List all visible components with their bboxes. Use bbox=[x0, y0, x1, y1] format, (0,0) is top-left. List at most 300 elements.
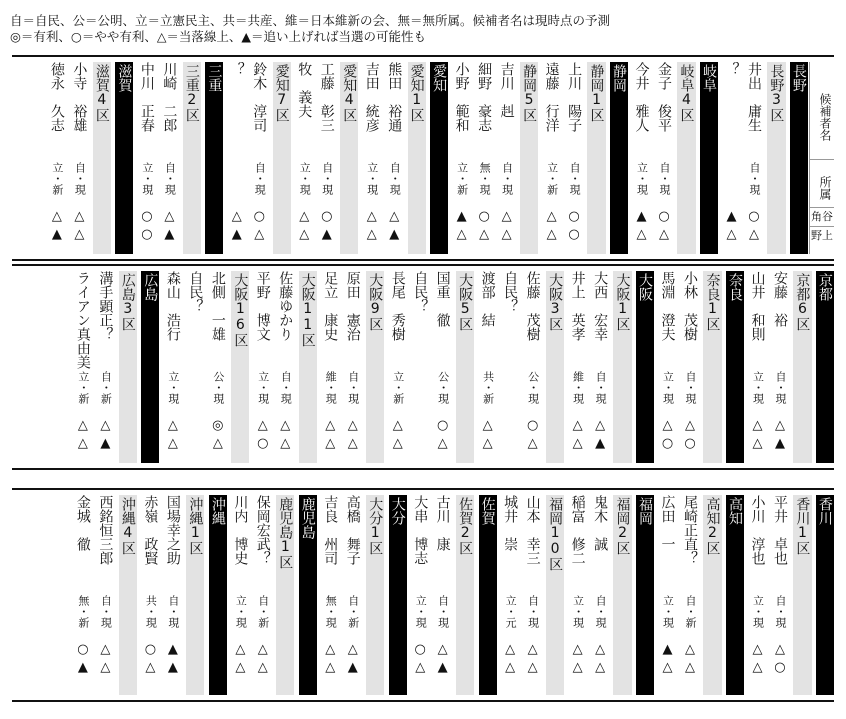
district-header bbox=[93, 62, 111, 254]
candidate-column bbox=[164, 271, 182, 463]
candidate-affiliation: 立・現 bbox=[571, 595, 585, 628]
candidate-column bbox=[453, 62, 471, 254]
rating-nogami: △ bbox=[325, 436, 336, 451]
prefecture-label: 大阪 bbox=[637, 273, 654, 301]
candidate-affiliation: 自・現 bbox=[594, 371, 608, 404]
candidate-column bbox=[231, 495, 249, 695]
district-label: 大阪11区 bbox=[299, 273, 316, 347]
candidate-name: 国場幸之助 bbox=[164, 495, 181, 565]
prefecture-header bbox=[610, 62, 628, 254]
prefecture-label: 鹿児島 bbox=[299, 497, 316, 539]
rating-kadotani: △ bbox=[774, 418, 785, 433]
prefecture-header bbox=[636, 271, 654, 463]
rating-nogami: △ bbox=[726, 227, 737, 242]
district-header bbox=[546, 495, 564, 695]
candidate-name: ？ bbox=[228, 62, 245, 76]
rating-kadotani: ◎ bbox=[212, 418, 224, 433]
candidate-column bbox=[771, 271, 789, 463]
candidate-name: 山本 幸三 bbox=[524, 495, 541, 565]
candidate-name: 国重 徹 bbox=[434, 271, 451, 327]
candidate-name: 今井 雅人 bbox=[633, 62, 650, 132]
district-label: 大阪16区 bbox=[232, 273, 249, 347]
rating-kadotani: △ bbox=[572, 642, 583, 657]
prefecture-label: 奈良 bbox=[726, 273, 743, 301]
candidate-column bbox=[542, 62, 560, 254]
candidate-affiliation: 自・現 bbox=[388, 162, 402, 195]
candidate-name: 稲富 修二 bbox=[569, 495, 586, 565]
candidate-column bbox=[228, 62, 246, 254]
rating-nogami: △ bbox=[527, 436, 538, 451]
rating-kadotani: △ bbox=[257, 418, 268, 433]
candidate-name: 金城 徹 bbox=[74, 495, 91, 551]
rating-nogami: ▲ bbox=[231, 227, 242, 242]
candidate-column bbox=[74, 495, 92, 695]
candidate-name: ライアン真由美 bbox=[74, 271, 91, 369]
rating-nogami: ▲ bbox=[389, 227, 400, 242]
candidate-column bbox=[276, 271, 294, 463]
district-label: 岐阜4区 bbox=[678, 64, 695, 122]
candidate-column bbox=[655, 62, 673, 254]
candidate-name: 大串 博志 bbox=[412, 495, 429, 565]
candidate-name: 細野 豪志 bbox=[476, 62, 493, 132]
candidate-column bbox=[681, 495, 699, 695]
rating-kadotani: ○ bbox=[144, 642, 157, 657]
candidate-column bbox=[524, 495, 542, 695]
candidate-name: 高橋 舞子 bbox=[344, 495, 361, 565]
district-header bbox=[546, 271, 564, 463]
rating-nogami: △ bbox=[145, 660, 156, 675]
candidate-name: 佐藤ゆかり bbox=[277, 271, 294, 341]
candidate-name: 徳永 久志 bbox=[48, 62, 65, 132]
candidate-affiliation: 立・現 bbox=[166, 371, 180, 404]
candidate-name: 川崎 二郎 bbox=[161, 62, 178, 132]
candidate-name: 山井 和則 bbox=[749, 271, 766, 341]
candidate-affiliation: 立・新 bbox=[391, 371, 405, 404]
rating-nogami: ▲ bbox=[167, 660, 178, 675]
candidate-affiliation: 無・新 bbox=[76, 595, 90, 628]
rating-kadotani: ○ bbox=[658, 209, 670, 224]
district-label: 愛知4区 bbox=[341, 64, 358, 122]
candidate-affiliation: 公・現 bbox=[436, 371, 450, 404]
rating-nogami: △ bbox=[752, 660, 763, 675]
district-label: 愛知1区 bbox=[408, 64, 425, 122]
district-label: 大分1区 bbox=[367, 497, 384, 555]
candidate-column bbox=[164, 495, 182, 695]
prefecture-header bbox=[115, 62, 133, 254]
candidate-column bbox=[632, 62, 650, 254]
rating-kadotani: ○ bbox=[568, 209, 580, 224]
legend-line-1: 自＝自民、公＝公明、立＝立憲民主、共＝共産、維＝日本維新の会、無＝無所属。候補者名は現時点の予測 bbox=[10, 13, 611, 28]
candidate-column bbox=[74, 271, 92, 463]
candidate-column bbox=[568, 495, 586, 695]
district-label: 三重2区 bbox=[183, 64, 200, 122]
candidate-affiliation: 自・現 bbox=[773, 371, 787, 404]
candidate-name: 広田 一 bbox=[659, 495, 676, 551]
candidate-affiliation: 自・現 bbox=[99, 595, 113, 628]
prefecture-header bbox=[726, 271, 744, 463]
rating-nogami: △ bbox=[325, 660, 336, 675]
rating-nogami: ▲ bbox=[100, 436, 111, 451]
rating-nogami: △ bbox=[482, 436, 493, 451]
rating-nogami: △ bbox=[659, 227, 669, 242]
district-header bbox=[793, 271, 811, 463]
district-header bbox=[408, 62, 426, 254]
rating-kadotani: △ bbox=[572, 418, 583, 433]
district-header bbox=[456, 495, 474, 695]
prefecture-label: 京都 bbox=[816, 273, 833, 301]
rating-nogami: △ bbox=[299, 227, 310, 242]
candidate-name: 川内 博史 bbox=[232, 495, 249, 565]
candidate-column bbox=[96, 495, 114, 695]
district-header bbox=[677, 62, 695, 254]
candidate-column bbox=[501, 495, 519, 695]
candidate-name: 小林 茂樹 bbox=[682, 271, 698, 341]
row-header bbox=[809, 62, 834, 254]
rating-nogami: △ bbox=[752, 436, 763, 451]
candidate-affiliation: 自・現 bbox=[500, 162, 514, 195]
rating-kadotani: ○ bbox=[141, 209, 153, 224]
district-header bbox=[703, 495, 721, 695]
candidate-name: 渡部 結 bbox=[479, 271, 496, 327]
candidate-column bbox=[389, 271, 407, 463]
candidate-affiliation: 自・現 bbox=[436, 595, 450, 628]
prefecture-label: 静岡 bbox=[611, 64, 628, 92]
legend bbox=[10, 13, 610, 45]
candidate-affiliation: 立・現 bbox=[751, 595, 765, 628]
rating-kadotani: △ bbox=[299, 209, 310, 224]
rating-kadotani: △ bbox=[235, 642, 246, 657]
prefecture-label: 高知 bbox=[726, 497, 743, 525]
rating-nogami: ▲ bbox=[321, 227, 332, 242]
candidate-name: 自民？ bbox=[502, 271, 519, 313]
district-header bbox=[299, 271, 317, 463]
district-header bbox=[793, 495, 811, 695]
rating-nogami: ▲ bbox=[437, 660, 448, 675]
rating-nogami: △ bbox=[572, 660, 583, 675]
candidate-affiliation: 自・新 bbox=[346, 595, 360, 628]
district-label: 大阪5区 bbox=[457, 273, 474, 331]
rating-nogami: ○ bbox=[141, 227, 153, 242]
rating-nogami: △ bbox=[662, 660, 673, 675]
candidate-name: 佐藤 茂樹 bbox=[524, 271, 541, 341]
candidate-name: 赤嶺 政賢 bbox=[142, 495, 159, 565]
candidate-affiliation: 自・現 bbox=[346, 371, 360, 404]
rating-nogami: △ bbox=[366, 227, 377, 242]
rating-nogami: △ bbox=[546, 227, 557, 242]
candidate-affiliation: 共・現 bbox=[144, 595, 158, 628]
district-label: 佐賀2区 bbox=[457, 497, 474, 555]
district-label: 高知2区 bbox=[704, 497, 721, 555]
rating-kadotani: ○ bbox=[77, 642, 89, 657]
candidate-column bbox=[70, 62, 88, 254]
rating-kadotani: ▲ bbox=[636, 209, 647, 224]
district-label: 静岡1区 bbox=[588, 64, 605, 122]
rating-kadotani: △ bbox=[347, 642, 358, 657]
candidate-affiliation: 自・現 bbox=[594, 595, 608, 628]
candidate-name: 吉田 統彦 bbox=[363, 62, 380, 132]
rating-nogami: △ bbox=[392, 436, 403, 451]
candidate-name: 遠藤 行洋 bbox=[543, 62, 560, 132]
candidate-column bbox=[254, 271, 272, 463]
candidate-affiliation: 自・現 bbox=[747, 162, 761, 195]
table-block-2 bbox=[12, 264, 834, 470]
rating-nogami: △ bbox=[257, 660, 268, 675]
candidate-column bbox=[96, 271, 114, 463]
table-block-3 bbox=[12, 488, 834, 702]
candidate-name: 牧 義夫 bbox=[296, 62, 313, 118]
prefecture-label: 三重 bbox=[206, 64, 223, 92]
candidate-affiliation: 自・現 bbox=[568, 162, 582, 195]
rating-nogami: ○ bbox=[257, 436, 269, 451]
rating-kadotani: ▲ bbox=[726, 209, 737, 224]
rating-nogami: △ bbox=[527, 660, 538, 675]
candidate-column bbox=[254, 495, 272, 695]
district-label: 沖縄1区 bbox=[187, 497, 204, 555]
candidate-affiliation: 立・現 bbox=[140, 162, 154, 195]
candidate-column bbox=[568, 271, 586, 463]
prefecture-header bbox=[816, 271, 834, 463]
prefecture-header bbox=[430, 62, 448, 254]
candidate-column bbox=[344, 271, 362, 463]
rating-nogami: ○ bbox=[774, 660, 786, 675]
rating-kadotani: △ bbox=[595, 642, 606, 657]
rating-nogami: △ bbox=[505, 660, 516, 675]
rating-nogami: △ bbox=[167, 436, 178, 451]
candidate-name: 北側 一雄 bbox=[209, 271, 226, 341]
district-label: 福岡10区 bbox=[547, 497, 564, 571]
candidate-column bbox=[141, 495, 159, 695]
prefecture-header bbox=[205, 62, 223, 254]
candidate-affiliation: 自・現 bbox=[166, 595, 180, 628]
candidate-column bbox=[498, 62, 516, 254]
candidate-column bbox=[209, 271, 227, 463]
rating-nogami: △ bbox=[77, 436, 88, 451]
district-label: 静岡5区 bbox=[521, 64, 538, 122]
candidate-affiliation: 自・現 bbox=[684, 371, 697, 404]
candidate-name: 足立 康史 bbox=[322, 271, 339, 341]
rating-nogami: △ bbox=[100, 660, 111, 675]
rating-nogami: △ bbox=[636, 227, 647, 242]
prefecture-label: 広島 bbox=[142, 273, 159, 301]
table-block-1 bbox=[12, 55, 834, 261]
prefecture-header bbox=[209, 495, 227, 695]
candidate-name: 鬼木 誠 bbox=[592, 495, 609, 551]
candidate-affiliation: 共・新 bbox=[481, 371, 495, 404]
district-header bbox=[520, 62, 538, 254]
candidate-affiliation: 自・新 bbox=[684, 595, 697, 628]
candidate-column bbox=[501, 271, 519, 463]
columns bbox=[12, 495, 834, 695]
candidate-name: ？ bbox=[723, 62, 740, 76]
district-label: 京都6区 bbox=[794, 273, 811, 331]
district-label: 香川1区 bbox=[794, 497, 811, 555]
candidate-column bbox=[321, 271, 339, 463]
district-label: 大阪1区 bbox=[614, 273, 631, 331]
prefecture-header bbox=[790, 62, 808, 254]
candidate-name: 上川 陽子 bbox=[566, 62, 583, 132]
candidate-name: 工藤 彰三 bbox=[318, 62, 335, 132]
district-label: 大阪3区 bbox=[547, 273, 564, 331]
candidate-affiliation: 維・現 bbox=[324, 371, 338, 404]
columns bbox=[12, 62, 808, 254]
rating-nogami: ○ bbox=[661, 436, 674, 451]
candidate-column bbox=[658, 271, 676, 463]
header-candidate: 候補者名 bbox=[810, 62, 834, 160]
candidate-affiliation: 自・現 bbox=[163, 162, 177, 195]
candidate-column bbox=[524, 271, 542, 463]
candidate-name: 保岡宏武？ bbox=[254, 495, 271, 565]
district-header bbox=[340, 62, 358, 254]
rating-kadotani: ○ bbox=[437, 418, 449, 433]
candidate-name: 中川 正春 bbox=[138, 62, 155, 132]
header-kadotani: 角谷 bbox=[810, 208, 834, 227]
district-header bbox=[456, 271, 474, 463]
district-header bbox=[613, 271, 631, 463]
rating-kadotani: △ bbox=[774, 642, 785, 657]
candidate-column bbox=[344, 495, 362, 695]
header-affiliation: 所属 bbox=[810, 160, 834, 208]
district-header bbox=[366, 495, 384, 695]
candidate-name: 小野 範和 bbox=[453, 62, 470, 132]
rating-kadotani: ○ bbox=[414, 642, 426, 657]
candidate-affiliation: 自・現 bbox=[73, 162, 87, 195]
candidate-name: 小川 淳也 bbox=[749, 495, 766, 565]
rating-nogami: ▲ bbox=[595, 436, 606, 451]
rating-kadotani: ○ bbox=[526, 418, 539, 433]
candidate-affiliation: 自・現 bbox=[773, 595, 787, 628]
rating-nogami: △ bbox=[748, 227, 759, 242]
candidate-affiliation: 自・現 bbox=[279, 371, 293, 404]
rating-kadotani: ▲ bbox=[662, 642, 673, 657]
candidate-name: 城井 崇 bbox=[502, 495, 519, 551]
rating-kadotani: ○ bbox=[253, 209, 265, 224]
candidate-column bbox=[250, 62, 268, 254]
candidate-column bbox=[479, 271, 497, 463]
candidate-name: 森山 浩行 bbox=[164, 271, 181, 341]
rating-kadotani: △ bbox=[325, 418, 336, 433]
candidate-column bbox=[411, 495, 429, 695]
prefecture-label: 愛知 bbox=[431, 64, 448, 92]
candidate-name: 井出 庸生 bbox=[745, 62, 762, 132]
district-header bbox=[186, 495, 204, 695]
rating-kadotani: △ bbox=[527, 642, 538, 657]
rating-kadotani: △ bbox=[280, 418, 291, 433]
rating-nogami: △ bbox=[254, 227, 265, 242]
rating-kadotani: △ bbox=[231, 209, 242, 224]
rating-kadotani: △ bbox=[685, 418, 695, 433]
rating-kadotani: △ bbox=[482, 418, 493, 433]
candidate-name: 溝手顕正？ bbox=[97, 271, 114, 341]
candidate-name: 吉良 州司 bbox=[322, 495, 339, 565]
candidate-name: 尾崎正直？ bbox=[682, 495, 698, 565]
candidate-column bbox=[681, 271, 699, 463]
rating-kadotani: △ bbox=[392, 418, 403, 433]
rating-nogami: ▲ bbox=[77, 660, 88, 675]
district-header bbox=[276, 495, 294, 695]
prefecture-label: 香川 bbox=[816, 497, 833, 525]
candidate-affiliation: 立・新 bbox=[76, 371, 90, 404]
candidate-name: 熊田 裕通 bbox=[386, 62, 403, 132]
candidate-column bbox=[321, 495, 339, 695]
prefecture-label: 滋賀 bbox=[116, 64, 133, 92]
candidate-column bbox=[295, 62, 313, 254]
rating-kadotani: △ bbox=[501, 209, 512, 224]
candidate-affiliation: 立・現 bbox=[414, 595, 428, 628]
rating-nogami: ▲ bbox=[774, 436, 785, 451]
district-header bbox=[119, 495, 137, 695]
rating-kadotani: △ bbox=[257, 642, 268, 657]
district-label: 奈良1区 bbox=[704, 273, 721, 331]
candidate-column bbox=[160, 62, 178, 254]
prefecture-header bbox=[816, 495, 834, 695]
candidate-name: 小寺 裕雄 bbox=[71, 62, 88, 132]
rating-kadotani: △ bbox=[437, 642, 448, 657]
candidate-column bbox=[385, 62, 403, 254]
rating-kadotani: ▲ bbox=[456, 209, 467, 224]
candidate-affiliation: 自・新 bbox=[256, 595, 270, 628]
rating-kadotani: △ bbox=[51, 209, 62, 224]
district-header bbox=[183, 62, 201, 254]
candidate-affiliation: 立・現 bbox=[635, 162, 649, 195]
rating-nogami: △ bbox=[74, 227, 85, 242]
district-header bbox=[273, 62, 291, 254]
columns bbox=[12, 271, 834, 463]
rating-kadotani: ○ bbox=[748, 209, 760, 224]
district-label: 鹿児島1区 bbox=[277, 497, 294, 569]
rating-nogami: △ bbox=[235, 660, 246, 675]
district-header bbox=[767, 62, 785, 254]
candidate-column bbox=[138, 62, 156, 254]
candidate-column bbox=[748, 495, 766, 695]
rating-nogami: ▲ bbox=[51, 227, 62, 242]
candidate-affiliation: 立・新 bbox=[545, 162, 559, 195]
rating-nogami: △ bbox=[212, 436, 223, 451]
rating-kadotani: △ bbox=[74, 209, 85, 224]
rating-nogami: ○ bbox=[684, 436, 696, 451]
candidate-affiliation: 自・現 bbox=[320, 162, 334, 195]
rating-nogami: △ bbox=[501, 227, 512, 242]
rating-nogami: △ bbox=[595, 660, 606, 675]
candidate-affiliation: 無・現 bbox=[324, 595, 338, 628]
district-label: 滋賀4区 bbox=[93, 64, 110, 122]
rating-kadotani: △ bbox=[752, 642, 763, 657]
candidate-name: 自民？ bbox=[412, 271, 429, 313]
rating-kadotani: △ bbox=[662, 418, 673, 433]
candidate-name: 平野 博文 bbox=[254, 271, 271, 341]
candidate-column bbox=[591, 271, 609, 463]
prefecture-header bbox=[141, 271, 159, 463]
candidate-name: 馬淵 澄夫 bbox=[659, 271, 676, 341]
rating-nogami: △ bbox=[415, 660, 426, 675]
rating-nogami: △ bbox=[456, 227, 467, 242]
prefecture-header bbox=[700, 62, 718, 254]
rating-nogami: ▲ bbox=[164, 227, 175, 242]
rating-kadotani: ○ bbox=[321, 209, 333, 224]
rating-kadotani: △ bbox=[164, 209, 175, 224]
rating-nogami: △ bbox=[437, 436, 448, 451]
candidate-affiliation: 立・現 bbox=[234, 595, 248, 628]
district-header bbox=[703, 271, 721, 463]
rating-nogami: △ bbox=[479, 227, 490, 242]
rating-kadotani: △ bbox=[546, 209, 557, 224]
candidate-affiliation: 公・現 bbox=[526, 371, 540, 404]
prefecture-header bbox=[479, 495, 497, 695]
rating-nogami: △ bbox=[572, 436, 583, 451]
rating-kadotani: △ bbox=[752, 418, 763, 433]
rating-kadotani: △ bbox=[347, 418, 358, 433]
rating-kadotani: △ bbox=[167, 418, 178, 433]
candidate-column bbox=[434, 271, 452, 463]
